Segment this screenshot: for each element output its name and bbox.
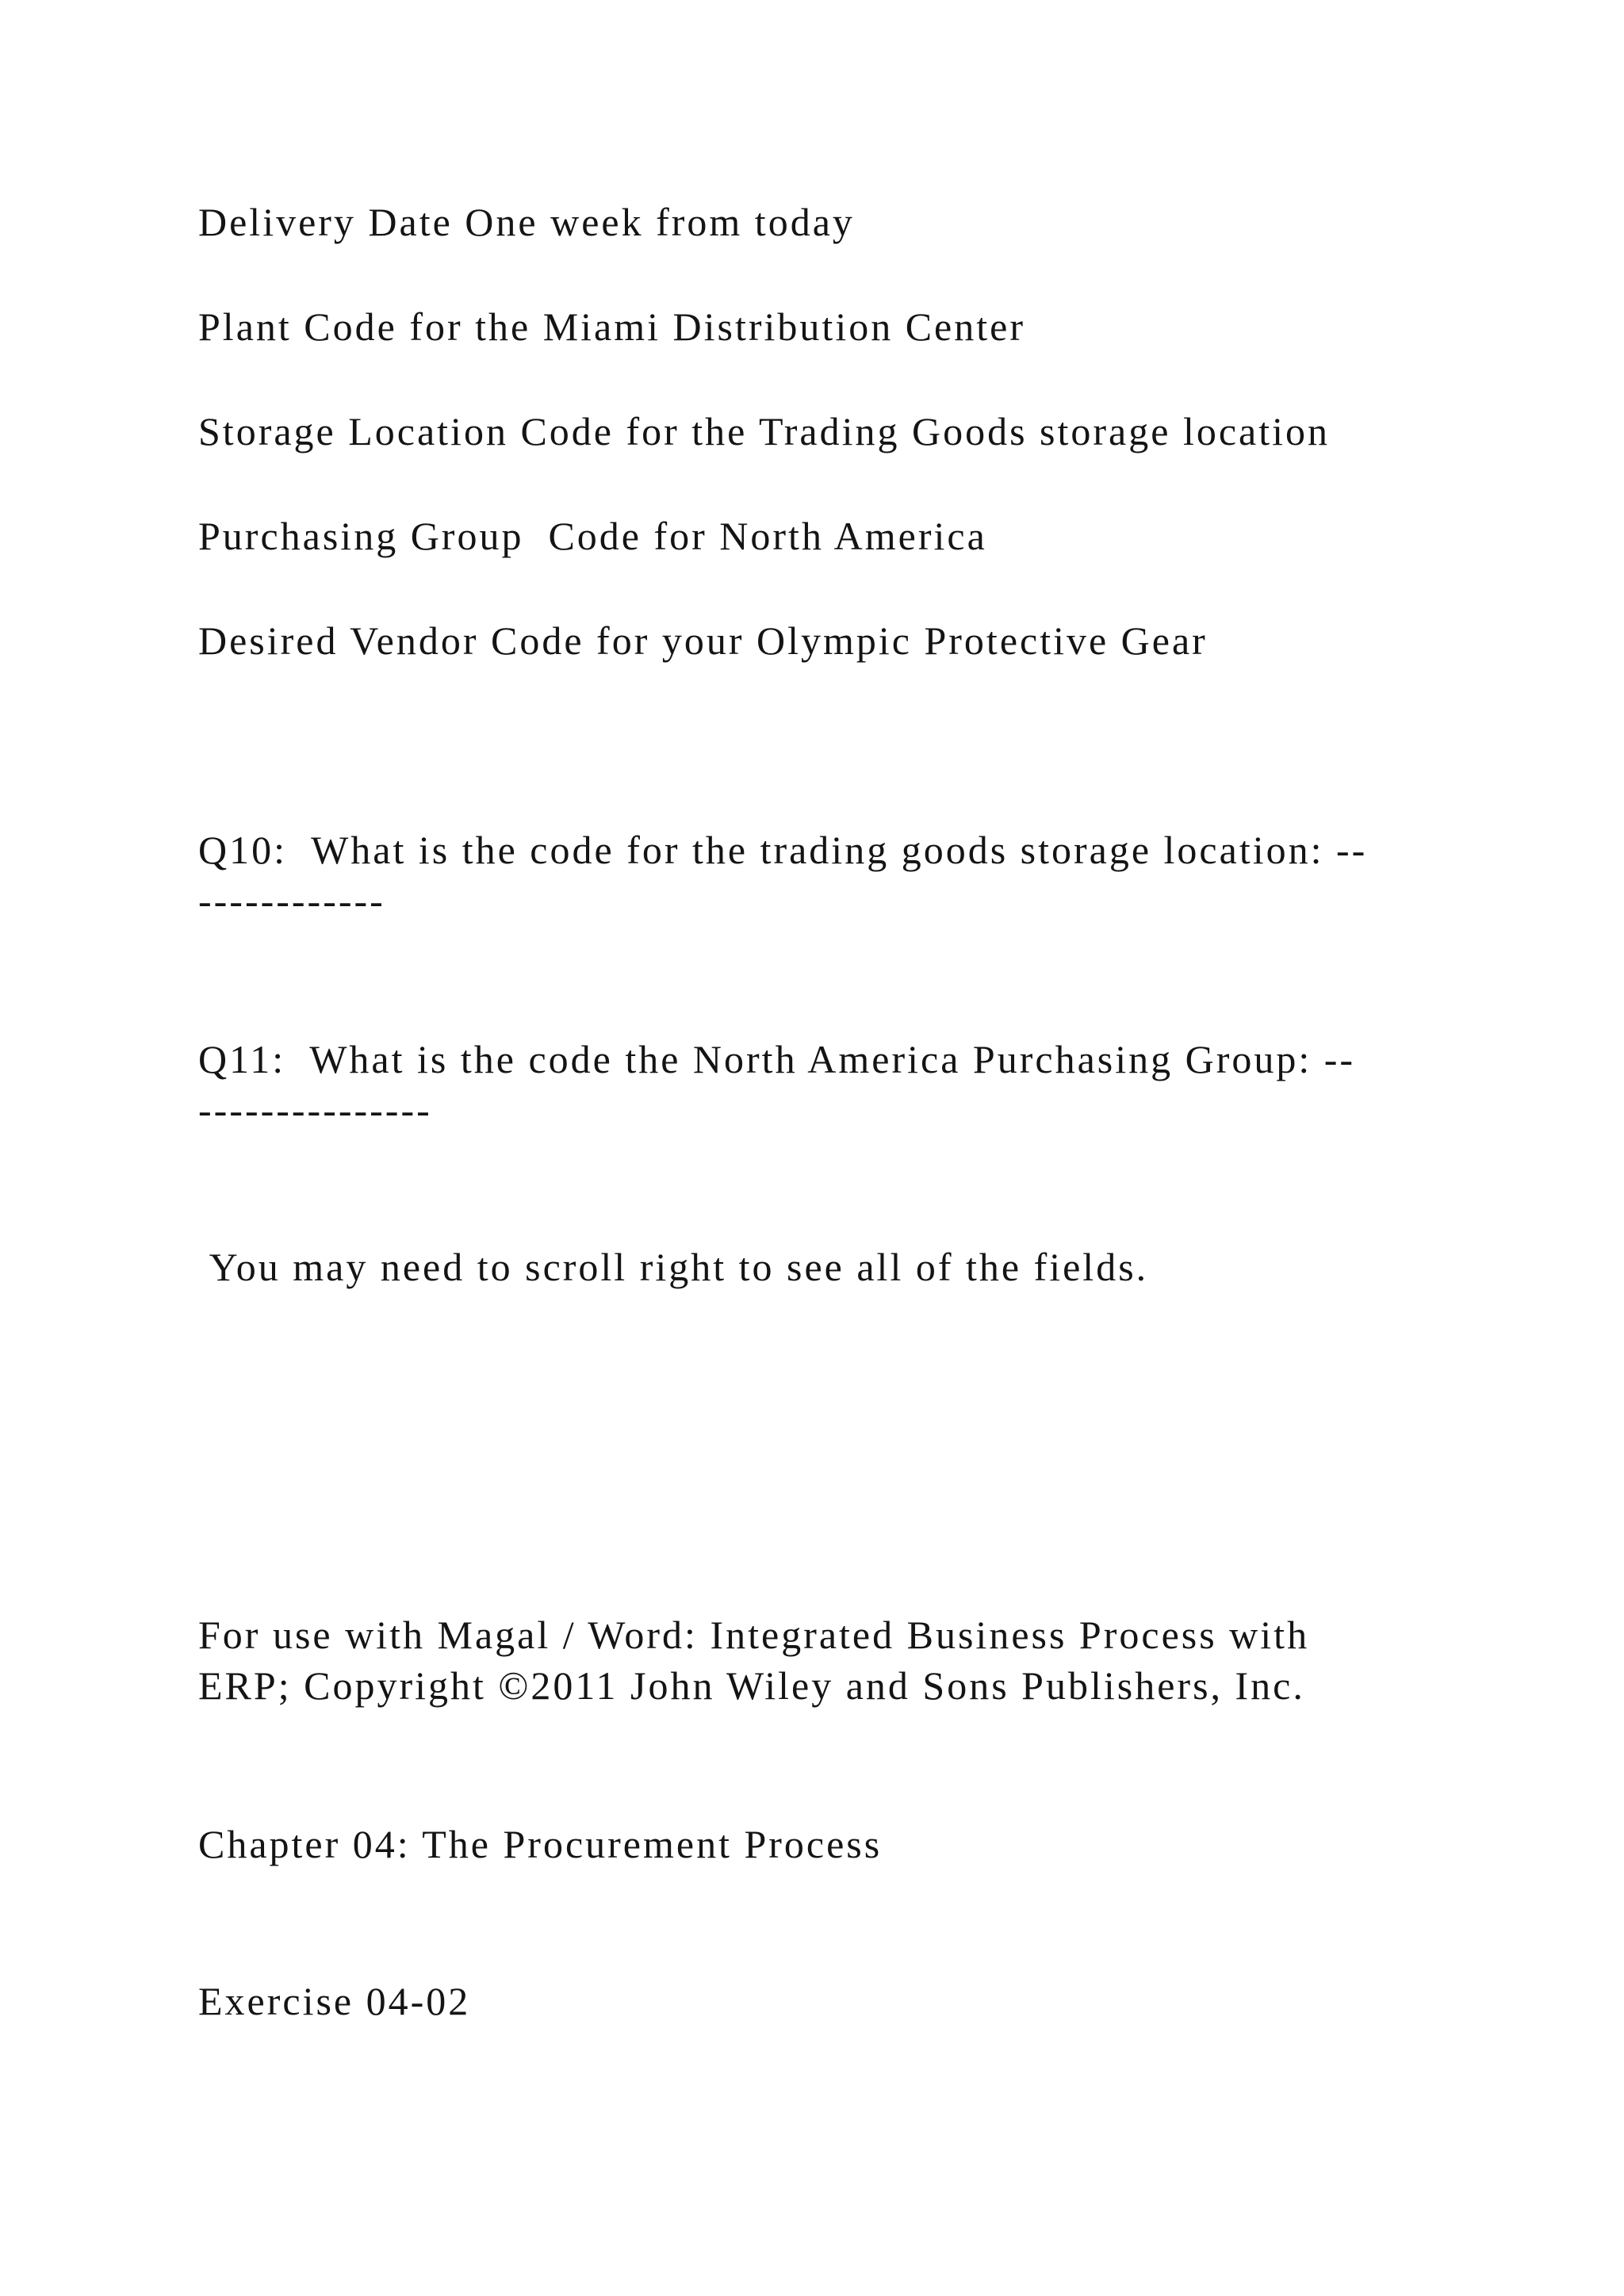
field-plant-code: Plant Code for the Miami Distribution Center <box>198 304 1025 349</box>
exercise-number: Exercise 04-02 <box>198 1979 471 2023</box>
question-q11-answer-blank: --------------- <box>198 1088 432 1132</box>
field-delivery-date: Delivery Date One week from today <box>198 200 855 244</box>
question-q11-line1: Q11: What is the code the North America Purchasing Group: -- <box>198 1037 1356 1081</box>
field-desired-vendor: Desired Vendor Code for your Olympic Protective Gear <box>198 618 1208 663</box>
field-storage-location: Storage Location Code for the Trading Goods storage location <box>198 409 1330 453</box>
chapter-title: Chapter 04: The Procurement Process <box>198 1822 883 1866</box>
question-q10-answer-blank: ------------ <box>198 878 385 923</box>
question-q11 <box>198 1034 1355 1135</box>
field-purchasing-group: Purchasing Group Code for North America <box>198 514 987 558</box>
scroll-note: You may need to scroll right to see all of the fields. <box>198 1245 1149 1289</box>
copyright-line-2: ERP; Copyright ©2011 John Wiley and Sons Publishers, Inc. <box>198 1663 1305 1708</box>
copyright-notice <box>198 1609 1309 1711</box>
question-q10 <box>198 825 1367 926</box>
question-q10-line1: Q10: What is the code for the trading goods storage location: -- <box>198 828 1368 872</box>
copyright-line-1: For use with Magal / Word: Integrated Business Process with <box>198 1613 1310 1657</box>
